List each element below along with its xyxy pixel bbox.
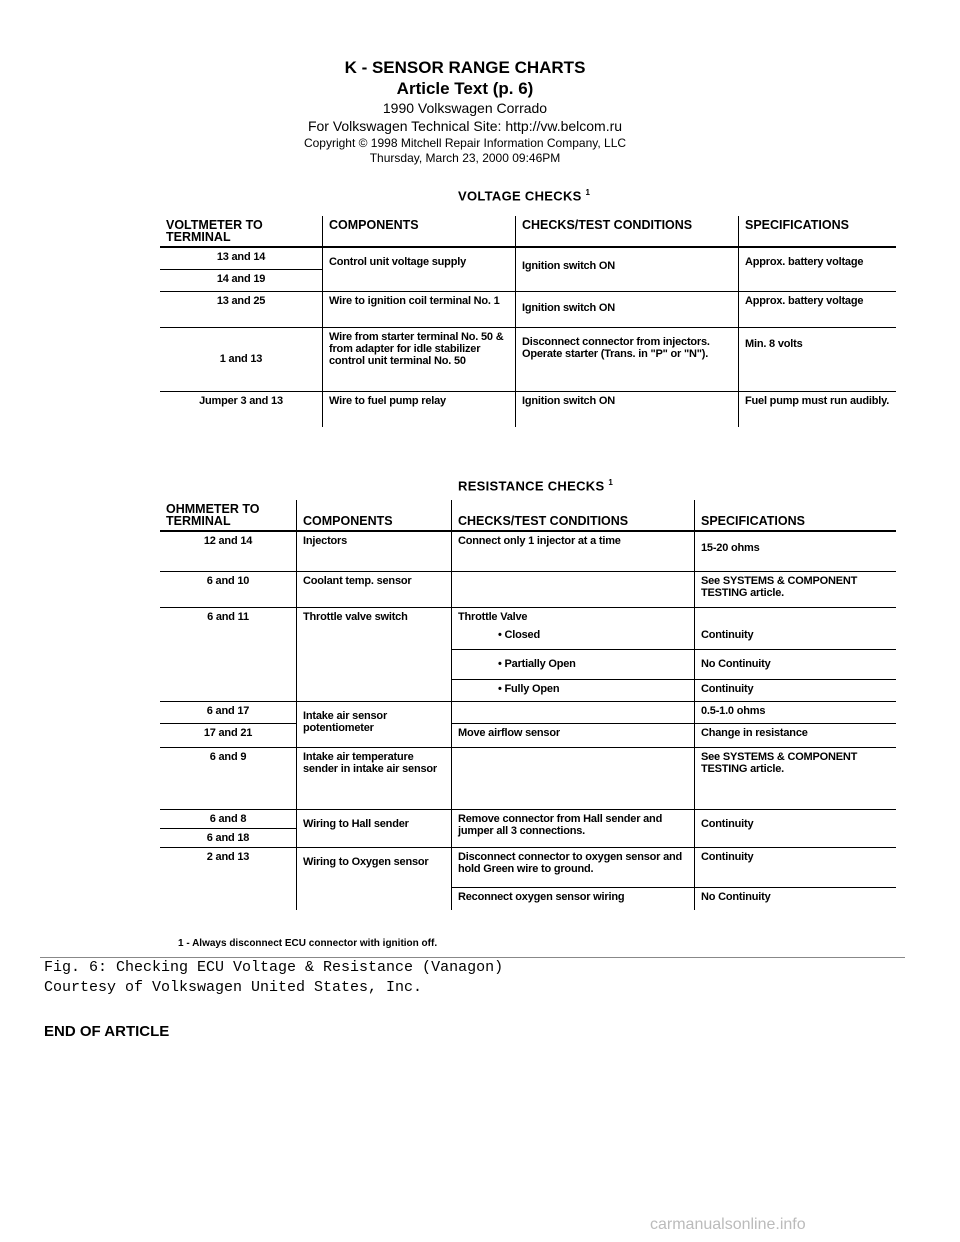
spec-cell: Approx. battery voltage <box>739 247 897 291</box>
end-of-article: END OF ARTICLE <box>44 1023 170 1040</box>
terminal-cell: 6 and 8 <box>160 810 297 829</box>
terminal-cell: 6 and 11 <box>160 607 297 702</box>
watermark: carmanualsonline.info <box>650 1216 806 1233</box>
spec-cell: No Continuity <box>695 888 897 910</box>
component-cell: Wire from starter terminal No. 50 & from adapter for idle stabilizer control unit terminal No. 50 <box>323 327 516 391</box>
condition-cell: • Fully Open <box>452 680 695 702</box>
spec-cell: Continuity <box>695 848 897 888</box>
condition-cell: Connect only 1 injector at a time <box>452 531 695 571</box>
condition-cell: Disconnect connector to oxygen sensor and hold Green wire to ground. <box>452 848 695 888</box>
condition-cell <box>452 571 695 607</box>
column-header: COMPONENTS <box>297 500 452 531</box>
terminal-cell: 1 and 13 <box>160 327 323 391</box>
table-row <box>160 327 896 391</box>
table-header-row <box>160 500 896 531</box>
column-header: SPECIFICATIONS <box>739 216 897 247</box>
table-row <box>160 247 896 269</box>
condition-cell <box>452 702 695 724</box>
copyright-line: Copyright © 1998 Mitchell Repair Information Company, LLC <box>303 136 627 150</box>
column-header: COMPONENTS <box>323 216 516 247</box>
component-cell: Injectors <box>297 531 452 571</box>
footnote: 1 - Always disconnect ECU connector with ignition off. <box>178 938 438 949</box>
spec-cell: See SYSTEMS & COMPONENT TESTING article. <box>695 571 897 607</box>
column-header: CHECKS/TEST CONDITIONS <box>516 216 739 247</box>
condition-cell: Throttle Valve <box>452 607 695 626</box>
site-line: For Volkswagen Technical Site: http://vw.belcom.ru <box>307 118 623 134</box>
table-row <box>160 848 896 888</box>
table-row <box>160 607 896 626</box>
condition-cell: Reconnect oxygen sensor wiring <box>452 888 695 910</box>
spec-cell: No Continuity <box>695 650 897 680</box>
table-row <box>160 702 896 724</box>
column-header: SPECIFICATIONS <box>695 500 897 531</box>
condition-cell: • Partially Open <box>452 650 695 680</box>
spec-cell: Continuity <box>695 626 897 650</box>
resistance-checks-title: RESISTANCE CHECKS $^1$ <box>458 478 614 494</box>
date-line: Thursday, March 23, 2000 09:46PM <box>369 151 561 165</box>
terminal-cell: 6 and 17 <box>160 702 297 724</box>
condition-cell <box>452 748 695 810</box>
table-row <box>160 571 896 607</box>
condition-cell: Ignition switch ON <box>516 291 739 327</box>
condition-cell: Ignition switch ON <box>516 247 739 291</box>
table-row <box>160 724 896 748</box>
column-header: OHMMETER TO TERMINAL <box>160 500 297 531</box>
article-subtitle: Article Text (p. 6) <box>396 79 534 98</box>
voltage-checks-table <box>160 216 896 427</box>
spec-cell: Continuity <box>695 680 897 702</box>
table-row <box>160 391 896 427</box>
column-header: CHECKS/TEST CONDITIONS <box>452 500 695 531</box>
component-cell: Control unit voltage supply <box>323 247 516 291</box>
condition-cell: • Closed <box>452 626 695 650</box>
condition-cell: Disconnect connector from injectors. Operate starter (Trans. in "P" or "N"). <box>516 327 739 391</box>
table-row <box>160 291 896 327</box>
component-cell: Coolant temp. sensor <box>297 571 452 607</box>
terminal-cell: 12 and 14 <box>160 531 297 571</box>
table-row <box>160 810 896 829</box>
terminal-cell: 13 and 25 <box>160 291 323 327</box>
spec-cell: 0.5-1.0 ohms <box>695 702 897 724</box>
spec-cell: Min. 8 volts <box>739 327 897 391</box>
terminal-cell: 6 and 10 <box>160 571 297 607</box>
spec-cell: See SYSTEMS & COMPONENT TESTING article. <box>695 748 897 810</box>
component-cell: Wiring to Oxygen sensor <box>297 848 452 910</box>
component-cell: Wiring to Hall sender <box>297 810 452 848</box>
component-cell: Intake air sensor potentiometer <box>297 702 452 748</box>
terminal-cell: 2 and 13 <box>206 851 250 863</box>
terminal-cell: Jumper 3 and 13 <box>199 394 283 407</box>
terminal-cell: 17 and 21 <box>160 724 297 748</box>
table-header-row <box>160 216 896 247</box>
resistance-checks-table <box>160 500 896 910</box>
spec-cell: Change in resistance <box>695 724 897 748</box>
terminal-cell: 6 and 9 <box>160 748 297 810</box>
spec-cell: 15-20 ohms <box>695 531 897 571</box>
component-cell: Intake air temperature sender in intake air sensor <box>297 748 452 810</box>
spec-cell: Approx. battery voltage <box>739 291 897 327</box>
component-cell: Throttle valve switch <box>297 607 452 702</box>
table-row <box>160 531 896 571</box>
component-cell: Wire to fuel pump relay <box>323 391 516 427</box>
figure-credit: Courtesy of Volkswagen United States, Inc. <box>44 979 423 996</box>
vehicle-line: 1990 Volkswagen Corrado <box>382 100 548 116</box>
condition-cell: Ignition switch ON <box>516 391 739 427</box>
spec-cell <box>695 607 897 626</box>
terminal-cell: 14 and 19 <box>160 269 323 291</box>
ecu-check-figure <box>160 186 900 949</box>
terminal-cell: 13 and 14 <box>160 247 323 269</box>
component-cell: Wire to ignition coil terminal No. 1 <box>323 291 516 327</box>
spec-cell: Fuel pump must run audibly. <box>739 391 897 427</box>
article-title: K - SENSOR RANGE CHARTS <box>344 58 586 77</box>
spec-cell: Continuity <box>695 810 897 848</box>
condition-cell: Move airflow sensor <box>452 724 695 748</box>
divider <box>40 957 905 958</box>
table-row <box>160 748 896 810</box>
column-header: VOLTMETER TO TERMINAL <box>160 216 323 247</box>
voltage-checks-title: VOLTAGE CHECKS $^1$ <box>458 188 591 204</box>
figure-caption: Fig. 6: Checking ECU Voltage & Resistance (Vanagon) <box>44 959 504 976</box>
condition-cell: Remove connector from Hall sender and jumper all 3 connections. <box>452 810 695 848</box>
terminal-cell: 6 and 18 <box>160 829 297 848</box>
